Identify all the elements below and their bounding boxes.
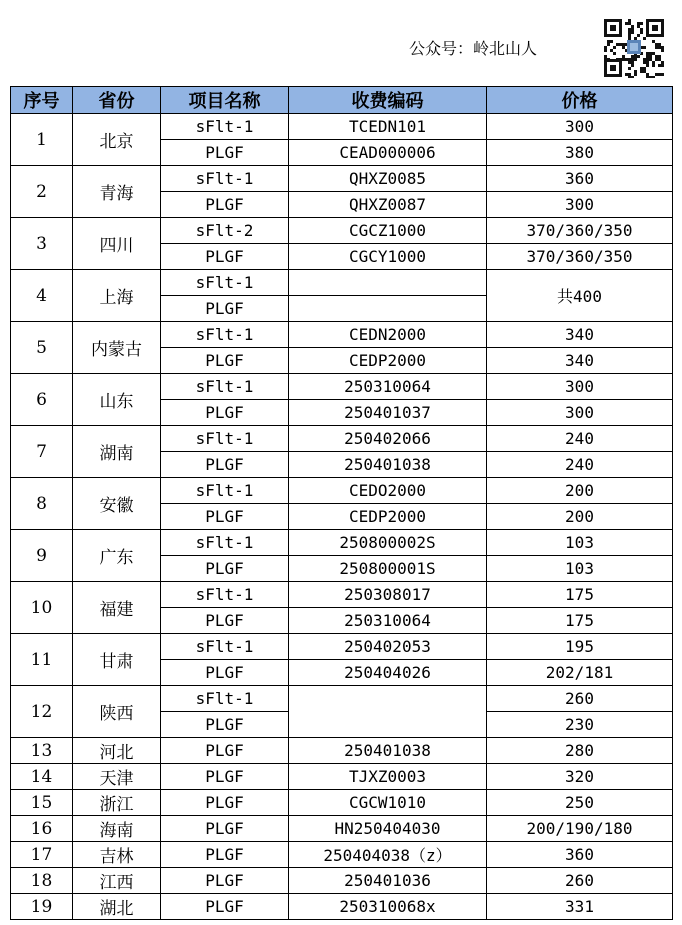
code-cell: CEDP2000 [289, 504, 487, 530]
row-index: 2 [11, 166, 73, 218]
row-index: 11 [11, 634, 73, 686]
code-cell: HN250404030 [289, 816, 487, 842]
project-cell: sFlt-1 [161, 530, 289, 556]
price-cell: 240 [487, 452, 673, 478]
table-row [11, 478, 673, 504]
province-cell: 湖南 [73, 426, 161, 478]
province-cell: 吉林 [73, 842, 161, 868]
row-index: 18 [11, 868, 73, 894]
project-cell: sFlt-1 [161, 582, 289, 608]
price-cell: 103 [487, 530, 673, 556]
project-cell: PLGF [161, 608, 289, 634]
row-index: 6 [11, 374, 73, 426]
project-cell: sFlt-1 [161, 426, 289, 452]
row-index: 3 [11, 218, 73, 270]
table-row [11, 686, 673, 712]
table-row [11, 842, 673, 868]
code-cell: 250401037 [289, 400, 487, 426]
project-cell: PLGF [161, 738, 289, 764]
fee-table [10, 86, 673, 920]
project-cell: PLGF [161, 764, 289, 790]
project-cell: PLGF [161, 504, 289, 530]
table-row [11, 166, 673, 192]
table-row [11, 816, 673, 842]
code-cell: 250800001S [289, 556, 487, 582]
table-row [11, 790, 673, 816]
table-row [11, 530, 673, 556]
table-body [11, 114, 673, 920]
code-cell: 250310064 [289, 608, 487, 634]
row-index: 12 [11, 686, 73, 738]
price-cell: 360 [487, 842, 673, 868]
project-cell: PLGF [161, 842, 289, 868]
page-header [0, 0, 682, 86]
price-cell: 共400 [487, 270, 673, 322]
row-index: 10 [11, 582, 73, 634]
table-row [11, 426, 673, 452]
price-cell: 230 [487, 712, 673, 738]
price-cell: 200/190/180 [487, 816, 673, 842]
code-cell: 250402066 [289, 426, 487, 452]
row-index: 19 [11, 894, 73, 920]
project-cell: PLGF [161, 348, 289, 374]
project-cell: sFlt-1 [161, 634, 289, 660]
project-cell: sFlt-1 [161, 270, 289, 296]
code-cell: 250402053 [289, 634, 487, 660]
province-cell: 安徽 [73, 478, 161, 530]
column-header-province: 省份 [73, 87, 161, 114]
project-cell: PLGF [161, 660, 289, 686]
price-cell: 360 [487, 166, 673, 192]
province-cell: 浙江 [73, 790, 161, 816]
row-index: 14 [11, 764, 73, 790]
project-cell: PLGF [161, 712, 289, 738]
code-cell: 250404038（z） [289, 842, 487, 868]
price-cell: 250 [487, 790, 673, 816]
price-cell: 300 [487, 374, 673, 400]
project-cell: PLGF [161, 400, 289, 426]
project-cell: PLGF [161, 894, 289, 920]
price-cell: 370/360/350 [487, 218, 673, 244]
province-cell: 海南 [73, 816, 161, 842]
price-cell: 200 [487, 504, 673, 530]
row-index: 1 [11, 114, 73, 166]
table-row [11, 218, 673, 244]
project-cell: sFlt-1 [161, 478, 289, 504]
table-row [11, 582, 673, 608]
project-cell: PLGF [161, 816, 289, 842]
code-cell: 250401038 [289, 738, 487, 764]
project-cell: PLGF [161, 790, 289, 816]
code-cell [289, 686, 487, 738]
price-cell: 202/181 [487, 660, 673, 686]
province-cell: 上海 [73, 270, 161, 322]
price-cell: 300 [487, 400, 673, 426]
price-cell: 175 [487, 608, 673, 634]
column-header-price: 价格 [487, 87, 673, 114]
table-row [11, 114, 673, 140]
code-cell: CEDP2000 [289, 348, 487, 374]
province-cell: 江西 [73, 868, 161, 894]
code-cell: 250401038 [289, 452, 487, 478]
code-cell: CGCW1010 [289, 790, 487, 816]
project-cell: sFlt-1 [161, 322, 289, 348]
province-cell: 山东 [73, 374, 161, 426]
project-cell: sFlt-1 [161, 166, 289, 192]
code-cell: CGCY1000 [289, 244, 487, 270]
table-row [11, 374, 673, 400]
price-cell: 260 [487, 686, 673, 712]
code-cell: QHXZ0085 [289, 166, 487, 192]
price-cell: 300 [487, 114, 673, 140]
province-cell: 广东 [73, 530, 161, 582]
code-cell: QHXZ0087 [289, 192, 487, 218]
row-index: 7 [11, 426, 73, 478]
table-header-row [11, 87, 673, 114]
code-cell: 250800002S [289, 530, 487, 556]
table-row [11, 738, 673, 764]
price-cell: 300 [487, 192, 673, 218]
code-cell: 250308017 [289, 582, 487, 608]
project-cell: sFlt-1 [161, 114, 289, 140]
code-cell: CEAD000006 [289, 140, 487, 166]
price-cell: 340 [487, 322, 673, 348]
project-cell: PLGF [161, 556, 289, 582]
province-cell: 北京 [73, 114, 161, 166]
price-cell: 195 [487, 634, 673, 660]
project-cell: PLGF [161, 296, 289, 322]
row-index: 16 [11, 816, 73, 842]
code-cell: TCEDN101 [289, 114, 487, 140]
code-cell [289, 296, 487, 322]
code-cell: 250401036 [289, 868, 487, 894]
price-cell: 260 [487, 868, 673, 894]
code-cell: 250310068x [289, 894, 487, 920]
code-cell: CGCZ1000 [289, 218, 487, 244]
row-index: 15 [11, 790, 73, 816]
project-cell: PLGF [161, 452, 289, 478]
price-cell: 280 [487, 738, 673, 764]
project-cell: PLGF [161, 868, 289, 894]
province-cell: 甘肃 [73, 634, 161, 686]
price-cell: 103 [487, 556, 673, 582]
table-row [11, 322, 673, 348]
code-cell: CEDO2000 [289, 478, 487, 504]
province-cell: 湖北 [73, 894, 161, 920]
code-cell: 250404026 [289, 660, 487, 686]
price-cell: 320 [487, 764, 673, 790]
province-cell: 河北 [73, 738, 161, 764]
province-cell: 天津 [73, 764, 161, 790]
row-index: 13 [11, 738, 73, 764]
row-index: 5 [11, 322, 73, 374]
table-row [11, 894, 673, 920]
project-cell: PLGF [161, 140, 289, 166]
province-cell: 青海 [73, 166, 161, 218]
column-header-code: 收费编码 [289, 87, 487, 114]
project-cell: PLGF [161, 244, 289, 270]
code-cell: CEDN2000 [289, 322, 487, 348]
table-row [11, 764, 673, 790]
code-cell: 250310064 [289, 374, 487, 400]
account-name: 公众号：岭北山人 [409, 39, 538, 58]
province-cell: 福建 [73, 582, 161, 634]
qr-code-icon [603, 18, 665, 78]
column-header-project: 项目名称 [161, 87, 289, 114]
row-index: 4 [11, 270, 73, 322]
price-cell: 331 [487, 894, 673, 920]
price-cell: 370/360/350 [487, 244, 673, 270]
code-cell: TJXZ0003 [289, 764, 487, 790]
province-cell: 四川 [73, 218, 161, 270]
project-cell: sFlt-1 [161, 686, 289, 712]
price-cell: 200 [487, 478, 673, 504]
province-cell: 陕西 [73, 686, 161, 738]
row-index: 8 [11, 478, 73, 530]
row-index: 17 [11, 842, 73, 868]
price-cell: 340 [487, 348, 673, 374]
province-cell: 内蒙古 [73, 322, 161, 374]
project-cell: sFlt-1 [161, 374, 289, 400]
project-cell: PLGF [161, 192, 289, 218]
table-row [11, 634, 673, 660]
table-row [11, 868, 673, 894]
project-cell: sFlt-2 [161, 218, 289, 244]
table-row [11, 270, 673, 296]
price-cell: 380 [487, 140, 673, 166]
price-cell: 240 [487, 426, 673, 452]
code-cell [289, 270, 487, 296]
column-header-index: 序号 [11, 87, 73, 114]
row-index: 9 [11, 530, 73, 582]
price-cell: 175 [487, 582, 673, 608]
